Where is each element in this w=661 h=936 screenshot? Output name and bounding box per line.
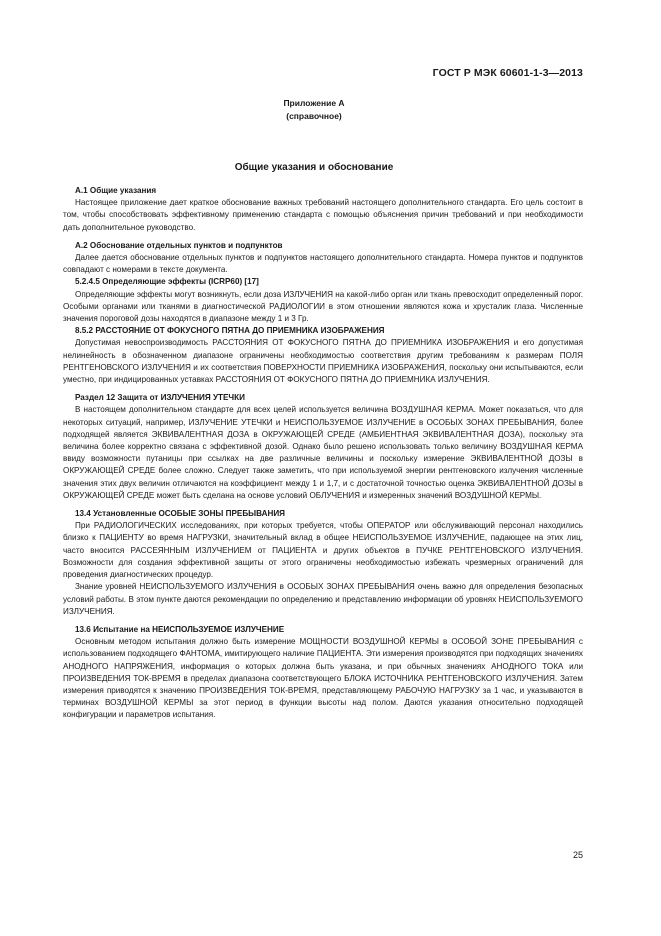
appendix-block [0, 97, 628, 123]
section-heading-136: 13.6 Испытание на НЕИСПОЛЬЗУЕМОЕ ИЗЛУЧЕНИЕ [75, 624, 285, 634]
page-title: Общие указания и обоснование [234, 162, 394, 173]
section-text-134-p2: Знание уровней НЕИСПОЛЬЗУЕМОГО ИЗЛУЧЕНИЯ в ОСОБЫХ ЗОНАХ ПРЕБЫВАНИЯ очень важно для определения безопасных условий работы. В этом пункте даются рекомендации по определению и представлению информации об уровнях НЕИСПОЛЬЗУЕМОГО ИЗЛУЧЕНИЯ. [63, 582, 583, 616]
section-heading-5245: 5.2.4.5 Определяющие эффекты (ICRP60) [17] [75, 277, 259, 287]
section-text-134-p1: При РАДИОЛОГИЧЕСКИХ исследованиях, при которых требуется, чтобы ОПЕРАТОР или обслуживающий персонал находились близко к ПАЦИЕНТУ во время НАГРУЗКИ, значительный вклад в общее НЕИСПОЛЬЗУЕМОЕ ИЗЛУЧЕНИЕ, падающее на этих лиц, часто вносится РАССЕЯННЫМ ИЗЛУЧЕНИЕМ от ПАЦИЕНТА и других объектов в ПУЧКЕ РЕНТГЕНОВСКОГО ИЗЛУЧЕНИЯ. Возможности для создания эффективной защиты от этого ограничены необходимостью избежать чрезмерных ограничений для проведения диагностических процедур. [63, 521, 583, 580]
page-number: 25 [572, 850, 583, 860]
section-text-a1: Настоящее приложение дает краткое обоснование важных требований настоящего дополнительного стандарта. Его цель состоит в том, чтобы способствовать эффективному применению стандарта с помощью объяснения причин требований и при необходимости дать дополнительное руководство. [63, 198, 583, 232]
standard-code: ГОСТ Р МЭК 60601-1-3—2013 [432, 67, 583, 79]
section-heading-852: 8.5.2 РАССТОЯНИЕ ОТ ФОКУСНОГО ПЯТНА ДО ПРИЕМНИКА ИЗОБРАЖЕНИЯ [75, 326, 385, 336]
section-text-5245: Определяющие эффекты могут возникнуть, если доза ИЗЛУЧЕНИЯ на какой-либо орган или ткань превосходит определенный порог. Особыми органами или тканями в диагностической РАДИОЛОГИИ в этом отношении являются кожа и хрусталик глаза. Численные значения пороговой дозы находятся в диапазоне между 1 и 3 Гр. [63, 289, 583, 324]
appendix-label: Приложение А [283, 98, 345, 108]
appendix-type: (справочное) [286, 111, 342, 121]
section-heading-134: 13.4 Установленные ОСОБЫЕ ЗОНЫ ПРЕБЫВАНИЯ [75, 509, 285, 519]
section-heading-12: Раздел 12 Защита от ИЗЛУЧЕНИЯ УТЕЧКИ [75, 393, 245, 403]
section-text-852: Допустимая невоспроизводимость РАССТОЯНИЯ ОТ ФОКУСНОГО ПЯТНА ДО ПРИЕМНИКА ИЗОБРАЖЕНИЯ и его допустимая нелинейность в обозначенном диапазоне ограничены необходимостью соответствия другим требованиям к размерам ПОЛЯ РЕНТГЕНОВСКОГО ИЗЛУЧЕНИЯ и их соответствия ПОВЕРХНОСТИ ПРИЕМНИКА ИЗОБРАЖЕНИЯ, поскольку они испытываются, если уместно, при индицированных уставках РАССТОЯНИЯ ОТ ФОКУСНОГО ПЯТНА ДО ПРИЕМНИКА ИЗЛУЧЕНИЯ. [63, 338, 583, 385]
section-heading-a2: А.2 Обоснование отдельных пунктов и подпунктов [75, 240, 283, 250]
section-text-a2: Далее дается обоснование отдельных пунктов и подпунктов настоящего дополнительного стандарта. Номера пунктов и подпунктов совпадают с номерами в тексте документа. [63, 253, 583, 275]
document-body [63, 185, 583, 722]
section-text-12: В настоящем дополнительном стандарте для всех целей используется величина ВОЗДУШНАЯ КЕРМА. Может показаться, что для некоторых ситуаций, например, ИЗЛУЧЕНИЕ УТЕЧКИ и НЕИСПОЛЬЗУЕМОЕ ИЗЛУЧЕНИЕ в ОСОБЫХ ЗОНАХ ПРЕБЫВАНИЯ, более подходящей является ЭКВИВАЛЕНТНАЯ ДОЗА в ОКРУЖАЮЩЕЙ СРЕДЕ (АМБИЕНТНАЯ ЭКВИВАЛЕНТНАЯ ДОЗА), поскольку эта величина более корректно связана с эффективной дозой. Однако было решено использовать только величину ВОЗДУШНАЯ КЕРМА ввиду возможности путаницы при ссылках на две различные величины и поскольку измерение ЭКВИВАЛЕНТНОЙ ДОЗЫ в ОКРУЖАЮЩЕЙ СРЕДЕ более сложно. Следует также заметить, что при используемой энергии рентгеновского излучения численные значения этих двух величин отличаются на коэффициент между 1 и 1,7, и с достаточной точностью оценка ЭКВИВАЛЕНТНОЙ ДОЗЫ в ОКРУЖАЮЩЕЙ СРЕДЕ может быть сделана на основе условий ОБЛУЧЕНИЯ и измеренных значений ВОЗДУШНОЙ КЕРМЫ. [63, 405, 583, 500]
section-text-136: Основным методом испытания должно быть измерение МОЩНОСТИ ВОЗДУШНОЙ КЕРМЫ в ОСОБОЙ ЗОНЕ ПРЕБЫВАНИЯ с использованием подходящего ФАНТОМА, имитирующего наличие ПАЦИЕНТА. Эти измерения производятся при подходящих значениях АНОДНОГО НАПРЯЖЕНИЯ, информация о которых должна быть указана, и при обычных значениях АНОДНОГО ТОКА или ПРОИЗВЕДЕНИЯ ТОК-ВРЕМЯ в пределах диапазона соответствующего БЛОКА ИСТОЧНИКА РЕНТГЕНОВСКОГО ИЗЛУЧЕНИЯ. Затем измерения приводятся к значению ПРОИЗВЕДЕНИЯ ТОК-ВРЕМЯ, представляющему РАБОЧУЮ НАГРУЗКУ за 1 час, и указываются в терминах ВОЗДУШНОЙ КЕРМЫ за этот период в функции высоты над полом. Даются указания относительно подходящей конфигурации и параметров испытания. [63, 637, 583, 720]
section-heading-a1: А.1 Общие указания [75, 186, 157, 195]
